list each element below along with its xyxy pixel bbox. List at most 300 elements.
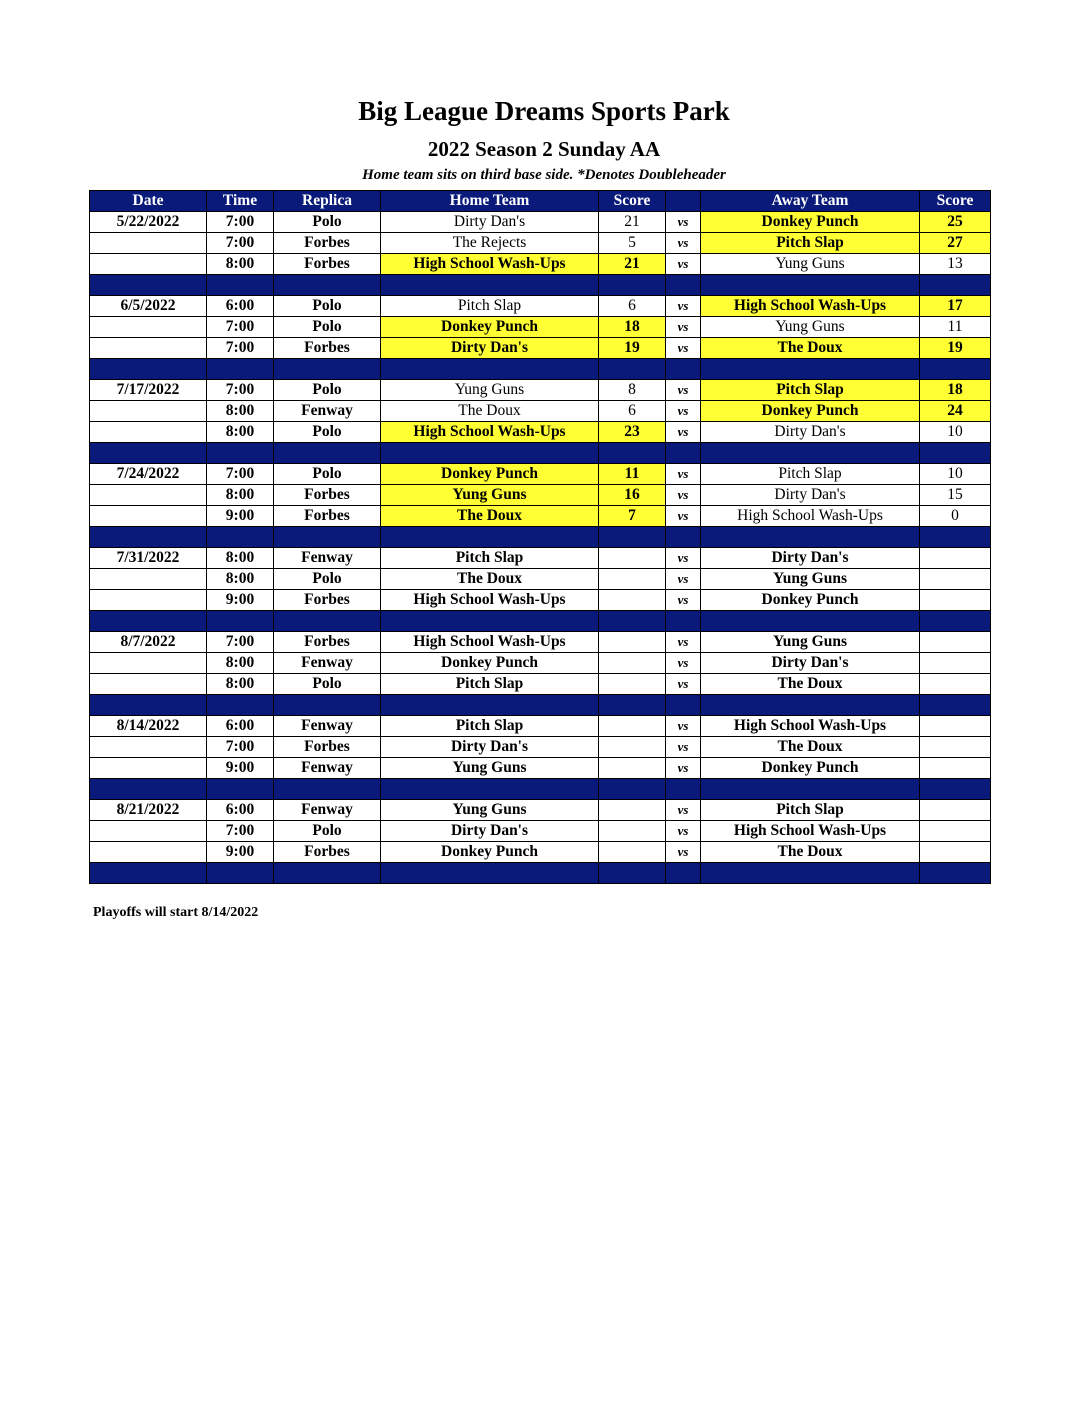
game-date: 8/14/2022 (90, 716, 207, 737)
game-field: Forbes (274, 338, 381, 359)
away-score: 19 (920, 338, 991, 359)
separator-cell (701, 359, 920, 380)
home-score: 18 (599, 317, 666, 338)
home-team: Yung Guns (381, 380, 599, 401)
game-field: Polo (274, 212, 381, 233)
schedule-body (90, 212, 991, 884)
playoffs-note: Playoffs will start 8/14/2022 (93, 905, 259, 920)
game-time: 7:00 (207, 632, 274, 653)
home-score: 11 (599, 464, 666, 485)
table-row (90, 842, 991, 863)
away-score (920, 674, 991, 695)
game-date (90, 422, 207, 443)
separator-cell (274, 443, 381, 464)
vs-label: vs (666, 233, 701, 254)
away-team: Dirty Dan's (701, 422, 920, 443)
game-date (90, 758, 207, 779)
separator-cell (599, 695, 666, 716)
separator-cell (274, 779, 381, 800)
home-team: Donkey Punch (381, 842, 599, 863)
table-row (90, 758, 991, 779)
vs-label: vs (666, 296, 701, 317)
separator-cell (274, 359, 381, 380)
game-date (90, 590, 207, 611)
away-team: Pitch Slap (701, 464, 920, 485)
game-date (90, 233, 207, 254)
away-team: The Doux (701, 737, 920, 758)
vs-label: vs (666, 380, 701, 401)
separator-cell (666, 275, 701, 296)
vs-label: vs (666, 317, 701, 338)
vs-label: vs (666, 569, 701, 590)
separator-cell (90, 443, 207, 464)
separator-cell (666, 695, 701, 716)
col-header-away-team: Away Team (701, 191, 920, 212)
game-time: 8:00 (207, 422, 274, 443)
table-row (90, 422, 991, 443)
home-team: Yung Guns (381, 758, 599, 779)
vs-label: vs (666, 254, 701, 275)
separator-cell (599, 443, 666, 464)
home-score (599, 821, 666, 842)
game-time: 8:00 (207, 653, 274, 674)
game-date: 5/22/2022 (90, 212, 207, 233)
away-team: Donkey Punch (701, 758, 920, 779)
game-field: Polo (274, 569, 381, 590)
separator-cell (920, 779, 991, 800)
home-team: High School Wash-Ups (381, 590, 599, 611)
table-header-row (90, 191, 991, 212)
away-team: Pitch Slap (701, 380, 920, 401)
away-team: The Doux (701, 338, 920, 359)
page-title: Big League Dreams Sports Park (358, 96, 730, 126)
game-date (90, 842, 207, 863)
separator-cell (274, 527, 381, 548)
table-row (90, 296, 991, 317)
table-row (90, 569, 991, 590)
col-header-away-score: Score (920, 191, 991, 212)
schedule-note: Home team sits on third base side. *Denotes Doubleheader (362, 167, 726, 183)
game-time: 9:00 (207, 842, 274, 863)
game-date (90, 338, 207, 359)
home-team: Pitch Slap (381, 296, 599, 317)
away-team: The Doux (701, 674, 920, 695)
separator-cell (701, 611, 920, 632)
away-score: 18 (920, 380, 991, 401)
home-team: The Doux (381, 506, 599, 527)
table-row (90, 233, 991, 254)
separator-cell (701, 275, 920, 296)
separator-cell (701, 527, 920, 548)
away-team: Yung Guns (701, 317, 920, 338)
game-field: Polo (274, 422, 381, 443)
home-team: High School Wash-Ups (381, 422, 599, 443)
home-team: Donkey Punch (381, 464, 599, 485)
game-date (90, 317, 207, 338)
away-score (920, 800, 991, 821)
week-separator-row (90, 527, 991, 548)
game-date: 7/24/2022 (90, 464, 207, 485)
away-team: Yung Guns (701, 632, 920, 653)
home-team: Donkey Punch (381, 317, 599, 338)
separator-cell (599, 863, 666, 884)
separator-cell (274, 275, 381, 296)
table-row (90, 212, 991, 233)
game-time: 7:00 (207, 212, 274, 233)
vs-label: vs (666, 674, 701, 695)
week-separator-row (90, 359, 991, 380)
home-team: The Rejects (381, 233, 599, 254)
page-subtitle: 2022 Season 2 Sunday AA (427, 137, 661, 161)
home-team: Pitch Slap (381, 548, 599, 569)
game-time: 6:00 (207, 296, 274, 317)
separator-cell (666, 359, 701, 380)
game-field: Forbes (274, 485, 381, 506)
away-score: 10 (920, 464, 991, 485)
separator-cell (381, 443, 599, 464)
home-score: 8 (599, 380, 666, 401)
separator-cell (920, 443, 991, 464)
separator-cell (920, 695, 991, 716)
game-field: Fenway (274, 653, 381, 674)
game-field: Fenway (274, 758, 381, 779)
separator-cell (207, 779, 274, 800)
away-team: High School Wash-Ups (701, 716, 920, 737)
game-time: 7:00 (207, 380, 274, 401)
separator-cell (274, 695, 381, 716)
game-field: Polo (274, 821, 381, 842)
vs-label: vs (666, 590, 701, 611)
table-row (90, 590, 991, 611)
game-field: Polo (274, 296, 381, 317)
vs-label: vs (666, 842, 701, 863)
away-team: Donkey Punch (701, 590, 920, 611)
week-separator-row (90, 779, 991, 800)
game-time: 8:00 (207, 548, 274, 569)
home-team: The Doux (381, 401, 599, 422)
game-date (90, 821, 207, 842)
separator-cell (207, 443, 274, 464)
vs-label: vs (666, 737, 701, 758)
separator-cell (207, 611, 274, 632)
vs-label: vs (666, 548, 701, 569)
home-score (599, 758, 666, 779)
separator-cell (599, 779, 666, 800)
table-row (90, 401, 991, 422)
away-score: 0 (920, 506, 991, 527)
home-team: Dirty Dan's (381, 212, 599, 233)
game-field: Forbes (274, 590, 381, 611)
separator-cell (381, 611, 599, 632)
separator-cell (666, 527, 701, 548)
home-score: 19 (599, 338, 666, 359)
home-score: 21 (599, 254, 666, 275)
home-team: The Doux (381, 569, 599, 590)
separator-cell (920, 863, 991, 884)
game-date: 8/7/2022 (90, 632, 207, 653)
away-team: Donkey Punch (701, 212, 920, 233)
vs-label: vs (666, 485, 701, 506)
home-score: 5 (599, 233, 666, 254)
separator-cell (599, 275, 666, 296)
home-team: Yung Guns (381, 485, 599, 506)
col-header-vs (666, 191, 701, 212)
home-team: Dirty Dan's (381, 338, 599, 359)
home-score: 16 (599, 485, 666, 506)
away-score: 24 (920, 401, 991, 422)
home-team: Donkey Punch (381, 653, 599, 674)
separator-cell (381, 527, 599, 548)
home-score (599, 590, 666, 611)
game-date (90, 254, 207, 275)
away-score: 11 (920, 317, 991, 338)
home-team: High School Wash-Ups (381, 632, 599, 653)
table-row (90, 653, 991, 674)
separator-cell (90, 527, 207, 548)
game-time: 7:00 (207, 737, 274, 758)
week-separator-row (90, 863, 991, 884)
vs-label: vs (666, 758, 701, 779)
separator-cell (90, 275, 207, 296)
away-score: 27 (920, 233, 991, 254)
separator-cell (701, 695, 920, 716)
vs-label: vs (666, 716, 701, 737)
home-score (599, 674, 666, 695)
separator-cell (381, 275, 599, 296)
home-score (599, 548, 666, 569)
vs-label: vs (666, 800, 701, 821)
separator-cell (381, 779, 599, 800)
schedule-table (89, 190, 991, 884)
away-score: 25 (920, 212, 991, 233)
game-date (90, 674, 207, 695)
game-time: 8:00 (207, 485, 274, 506)
home-team: Dirty Dan's (381, 821, 599, 842)
table-row (90, 800, 991, 821)
away-score (920, 716, 991, 737)
away-score (920, 590, 991, 611)
game-time: 9:00 (207, 590, 274, 611)
away-team: Pitch Slap (701, 800, 920, 821)
game-time: 8:00 (207, 569, 274, 590)
game-time: 7:00 (207, 317, 274, 338)
away-score (920, 842, 991, 863)
game-date: 7/17/2022 (90, 380, 207, 401)
away-score: 17 (920, 296, 991, 317)
game-field: Forbes (274, 254, 381, 275)
col-header-replica: Replica (274, 191, 381, 212)
separator-cell (274, 863, 381, 884)
vs-label: vs (666, 338, 701, 359)
table-row (90, 254, 991, 275)
separator-cell (207, 695, 274, 716)
away-team: Donkey Punch (701, 401, 920, 422)
game-time: 6:00 (207, 800, 274, 821)
game-field: Forbes (274, 842, 381, 863)
week-separator-row (90, 611, 991, 632)
table-row (90, 485, 991, 506)
game-field: Forbes (274, 233, 381, 254)
home-score (599, 632, 666, 653)
home-score: 23 (599, 422, 666, 443)
vs-label: vs (666, 401, 701, 422)
game-date: 7/31/2022 (90, 548, 207, 569)
away-score: 15 (920, 485, 991, 506)
game-date (90, 485, 207, 506)
separator-cell (920, 611, 991, 632)
game-time: 8:00 (207, 401, 274, 422)
separator-cell (381, 695, 599, 716)
away-team: Pitch Slap (701, 233, 920, 254)
col-header-home-team: Home Team (381, 191, 599, 212)
separator-cell (90, 611, 207, 632)
away-team: Yung Guns (701, 569, 920, 590)
home-score: 6 (599, 401, 666, 422)
table-row (90, 464, 991, 485)
vs-label: vs (666, 212, 701, 233)
separator-cell (207, 863, 274, 884)
game-date (90, 569, 207, 590)
home-score: 7 (599, 506, 666, 527)
separator-cell (666, 779, 701, 800)
away-score (920, 569, 991, 590)
separator-cell (90, 779, 207, 800)
col-header-date: Date (90, 191, 207, 212)
separator-cell (381, 863, 599, 884)
separator-cell (666, 611, 701, 632)
separator-cell (207, 527, 274, 548)
home-score (599, 716, 666, 737)
away-team: High School Wash-Ups (701, 821, 920, 842)
separator-cell (701, 863, 920, 884)
separator-cell (207, 275, 274, 296)
game-date: 6/5/2022 (90, 296, 207, 317)
home-team: High School Wash-Ups (381, 254, 599, 275)
separator-cell (701, 779, 920, 800)
game-field: Polo (274, 464, 381, 485)
vs-label: vs (666, 653, 701, 674)
game-time: 7:00 (207, 464, 274, 485)
away-team: Yung Guns (701, 254, 920, 275)
vs-label: vs (666, 464, 701, 485)
game-time: 8:00 (207, 254, 274, 275)
separator-cell (701, 443, 920, 464)
separator-cell (599, 359, 666, 380)
vs-label: vs (666, 422, 701, 443)
separator-cell (599, 527, 666, 548)
game-date (90, 401, 207, 422)
separator-cell (920, 527, 991, 548)
home-score: 21 (599, 212, 666, 233)
away-score (920, 548, 991, 569)
game-time: 8:00 (207, 674, 274, 695)
away-team: Dirty Dan's (701, 485, 920, 506)
separator-cell (920, 359, 991, 380)
away-team: Dirty Dan's (701, 548, 920, 569)
away-score (920, 758, 991, 779)
home-score (599, 569, 666, 590)
separator-cell (666, 863, 701, 884)
home-team: Yung Guns (381, 800, 599, 821)
table-row (90, 821, 991, 842)
game-date (90, 653, 207, 674)
home-team: Pitch Slap (381, 716, 599, 737)
game-time: 9:00 (207, 758, 274, 779)
vs-label: vs (666, 632, 701, 653)
game-date (90, 737, 207, 758)
home-score (599, 737, 666, 758)
home-score: 6 (599, 296, 666, 317)
separator-cell (599, 611, 666, 632)
home-team: Pitch Slap (381, 674, 599, 695)
game-field: Fenway (274, 716, 381, 737)
col-header-home-score: Score (599, 191, 666, 212)
home-score (599, 842, 666, 863)
game-date (90, 506, 207, 527)
vs-label: vs (666, 506, 701, 527)
week-separator-row (90, 695, 991, 716)
week-separator-row (90, 275, 991, 296)
game-time: 6:00 (207, 716, 274, 737)
separator-cell (90, 695, 207, 716)
game-field: Polo (274, 380, 381, 401)
game-field: Forbes (274, 737, 381, 758)
separator-cell (274, 611, 381, 632)
away-team: The Doux (701, 842, 920, 863)
away-score: 10 (920, 422, 991, 443)
separator-cell (90, 359, 207, 380)
away-team: High School Wash-Ups (701, 506, 920, 527)
game-time: 7:00 (207, 821, 274, 842)
separator-cell (381, 359, 599, 380)
game-field: Fenway (274, 800, 381, 821)
table-row (90, 716, 991, 737)
away-score (920, 737, 991, 758)
game-field: Polo (274, 317, 381, 338)
game-time: 9:00 (207, 506, 274, 527)
home-team: Dirty Dan's (381, 737, 599, 758)
game-field: Forbes (274, 632, 381, 653)
separator-cell (207, 359, 274, 380)
home-score (599, 800, 666, 821)
game-field: Fenway (274, 548, 381, 569)
table-row (90, 317, 991, 338)
table-row (90, 674, 991, 695)
separator-cell (90, 863, 207, 884)
away-team: High School Wash-Ups (701, 296, 920, 317)
week-separator-row (90, 443, 991, 464)
game-field: Polo (274, 674, 381, 695)
away-score (920, 653, 991, 674)
vs-label: vs (666, 821, 701, 842)
away-score: 13 (920, 254, 991, 275)
away-score (920, 821, 991, 842)
game-time: 7:00 (207, 233, 274, 254)
table-row (90, 380, 991, 401)
table-row (90, 338, 991, 359)
table-row (90, 632, 991, 653)
game-time: 7:00 (207, 338, 274, 359)
game-field: Forbes (274, 506, 381, 527)
home-score (599, 653, 666, 674)
game-date: 8/21/2022 (90, 800, 207, 821)
away-score (920, 632, 991, 653)
col-header-time: Time (207, 191, 274, 212)
game-field: Fenway (274, 401, 381, 422)
table-row (90, 737, 991, 758)
away-team: Dirty Dan's (701, 653, 920, 674)
separator-cell (666, 443, 701, 464)
